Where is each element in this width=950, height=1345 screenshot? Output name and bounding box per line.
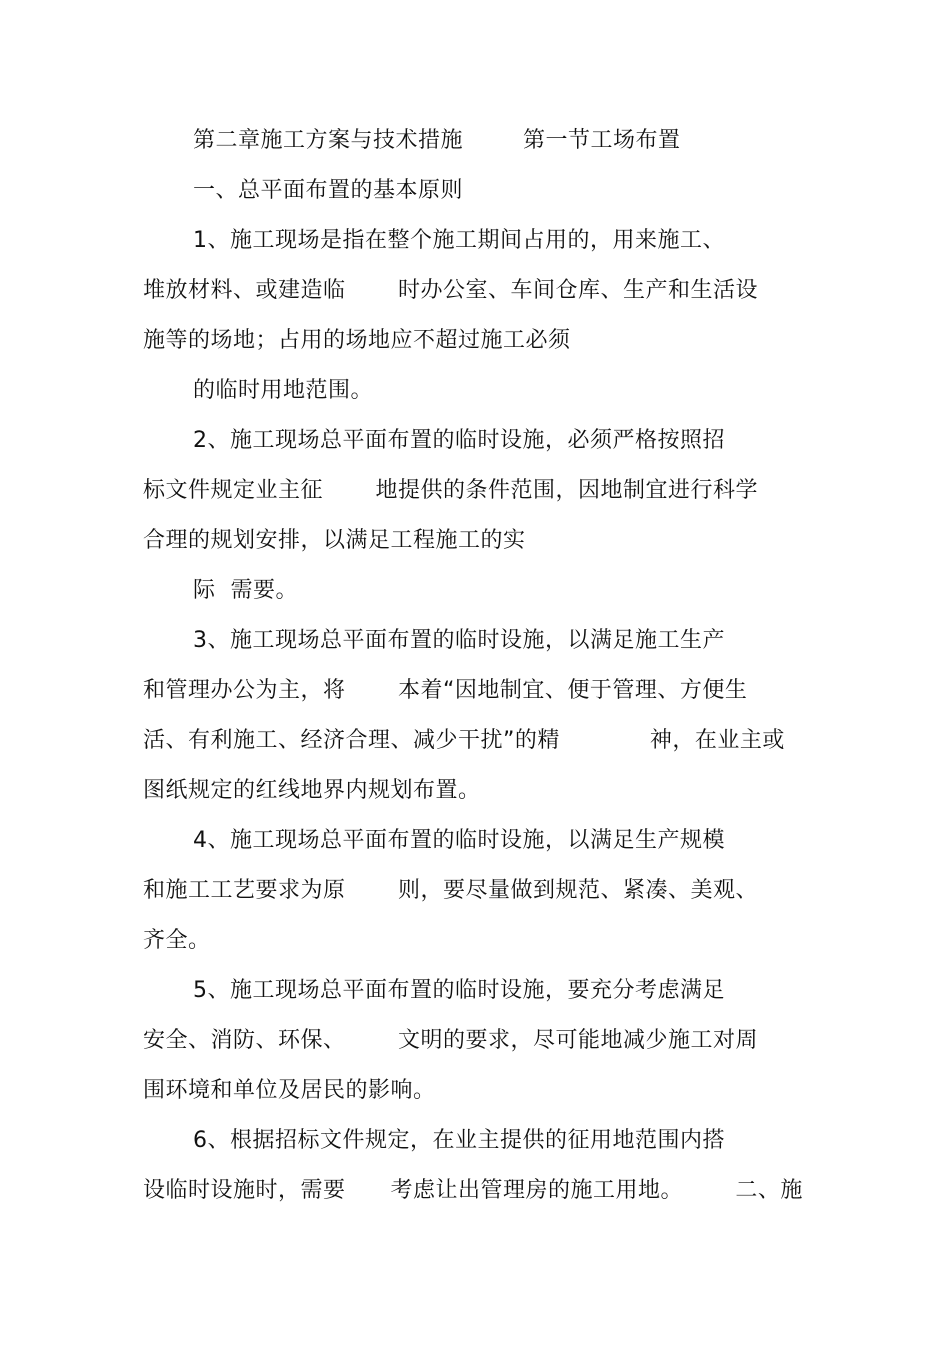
item-2-line-4: 际 需要。 [193,578,298,603]
item-1-line-3: 施等的场地；占用的场地应不超过施工必须 [143,328,571,353]
item-1-line-4: 的临时用地范围。 [193,378,374,403]
section-heading: 一、总平面布置的基本原则 [193,178,464,203]
item-5-line-2: 安全、消防、环保、 文明的要求，尽可能地减少施工对周 [143,1028,758,1053]
item-4-line-1: 4、施工现场总平面布置的临时设施，以满足生产规模 [193,828,725,853]
item-1-line-1: 1、施工现场是指在整个施工期间占用的，用来施工、 [193,228,725,253]
item-3-line-3: 活、有利施工、经济合理、减少干扰”的精 神，在业主或 [143,728,785,753]
item-1-line-2: 堆放材料、或建造临 时办公室、车间仓库、生产和生活设 [143,278,758,303]
item-5-line-3: 围环境和单位及居民的影响。 [143,1078,436,1103]
item-3-line-1: 3、施工现场总平面布置的临时设施，以满足施工生产 [193,628,725,653]
item-3-line-4: 图纸规定的红线地界内规划布置。 [143,778,481,803]
item-3-line-2: 和管理办公为主，将 本着“因地制宜、便于管理、方便生 [143,678,748,703]
item-2-line-2: 标文件规定业主征 地提供的条件范围，因地制宜进行科学 [143,478,758,503]
item-4-line-2: 和施工工艺要求为原 则，要尽量做到规范、紧凑、美观、 [143,878,758,903]
item-2-line-1: 2、施工现场总平面布置的临时设施，必须严格按照招 [193,428,725,453]
item-6-line-2: 设临时设施时，需要 考虑让出管理房的施工用地。 二、施 [143,1178,803,1203]
item-6-line-1: 6、根据招标文件规定，在业主提供的征用地范围内搭 [193,1128,725,1153]
item-4-line-3: 齐全。 [143,928,211,953]
chapter-heading: 第二章施工方案与技术措施 第一节工场布置 [193,128,681,153]
item-2-line-3: 合理的规划安排，以满足工程施工的实 [143,528,526,553]
item-5-line-1: 5、施工现场总平面布置的临时设施，要充分考虑满足 [193,978,725,1003]
